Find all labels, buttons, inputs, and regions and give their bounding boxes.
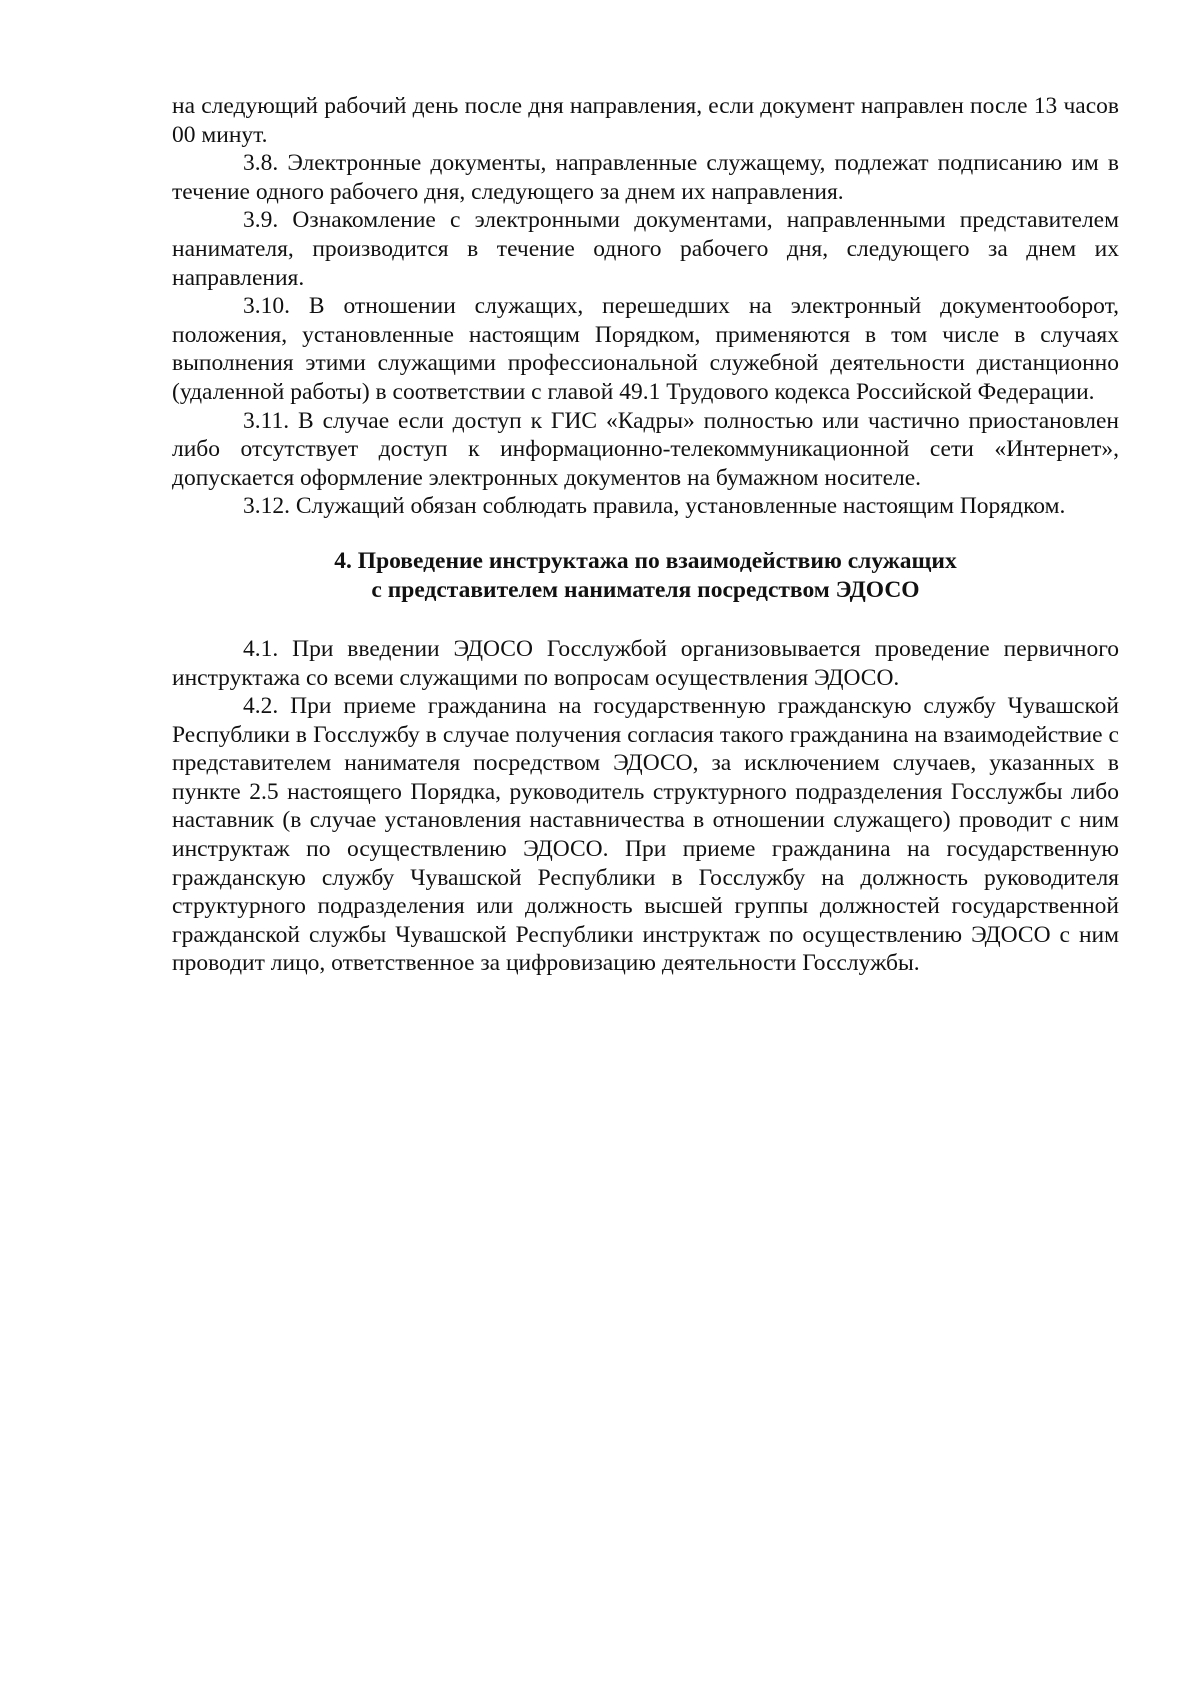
paragraph-continuation: на следующий рабочий день после дня направления, если документ направлен после 13 часов 00 минут. xyxy=(172,93,1119,148)
section-heading-4 xyxy=(172,547,1119,605)
paragraph-3-9: 3.9. Ознакомление с электронными документами, направленными представителем нанимателя, производится в течение одного рабочего дня, следующего за днем их направления. xyxy=(172,207,1119,291)
paragraph-4-1: 4.1. При введении ЭДОСО Госслужбой организовывается проведение первичного инструктажа со всеми служащими по вопросам осуществления ЭДОСО. xyxy=(172,635,1119,691)
paragraph-3-12: 3.12. Служащий обязан соблюдать правила, установленные настоящим Порядком. xyxy=(243,493,1066,520)
paragraph-3-11: 3.11. В случае если доступ к ГИС «Кадры» полностью или частично приостановлен либо отсутствует доступ к информационно-телекоммуникационной сети «Интернет», допускается оформление электронных документов на бумажном носителе. xyxy=(172,407,1119,491)
section-heading-line-1: 4. Проведение инструктажа по взаимодействию служащих xyxy=(334,547,957,574)
paragraph-3-10: 3.10. В отношении служащих, перешедших на электронный документооборот, положения, установленные настоящим Порядком, применяются в том числе в случаях выполнения этими служащими профессиональной служебной деятельности дистанционно (удаленной работы) в соответствии с главой 49.1 Трудового кодекса Российской Федерации. xyxy=(172,293,1119,405)
section-heading-line-2: с представителем нанимателя посредством ЭДОСО xyxy=(371,576,920,603)
document-page xyxy=(172,92,1119,978)
paragraph-3-8: 3.8. Электронные документы, направленные служащему, подлежат подписанию им в течение одного рабочего дня, следующего за днем их направления. xyxy=(172,150,1119,205)
paragraph-4-2: 4.2. При приеме гражданина на государственную гражданскую службу Чувашской Республики в Госслужбу в случае получения согласия такого гражданина на взаимодействие с представителем нанимателя посредством ЭДОСО, за исключением случаев, указанных в пункте 2.5 настоящего Порядка, руководитель структурного подразделения Госслужбы либо наставник (в случае установления наставничества в отношении служащего) проводит с ним инструктаж по осуществлению ЭДОСО. При приеме гражданина на государственную гражданскую службу Чувашской Республики в Госслужбу на должность руководителя структурного подразделения или должность высшей группы должностей государственной гражданской службы Чувашской Республики инструктаж по осуществлению ЭДОСО с ним проводит лицо, ответственное за цифровизацию деятельности Госслужбы. xyxy=(172,693,1119,977)
